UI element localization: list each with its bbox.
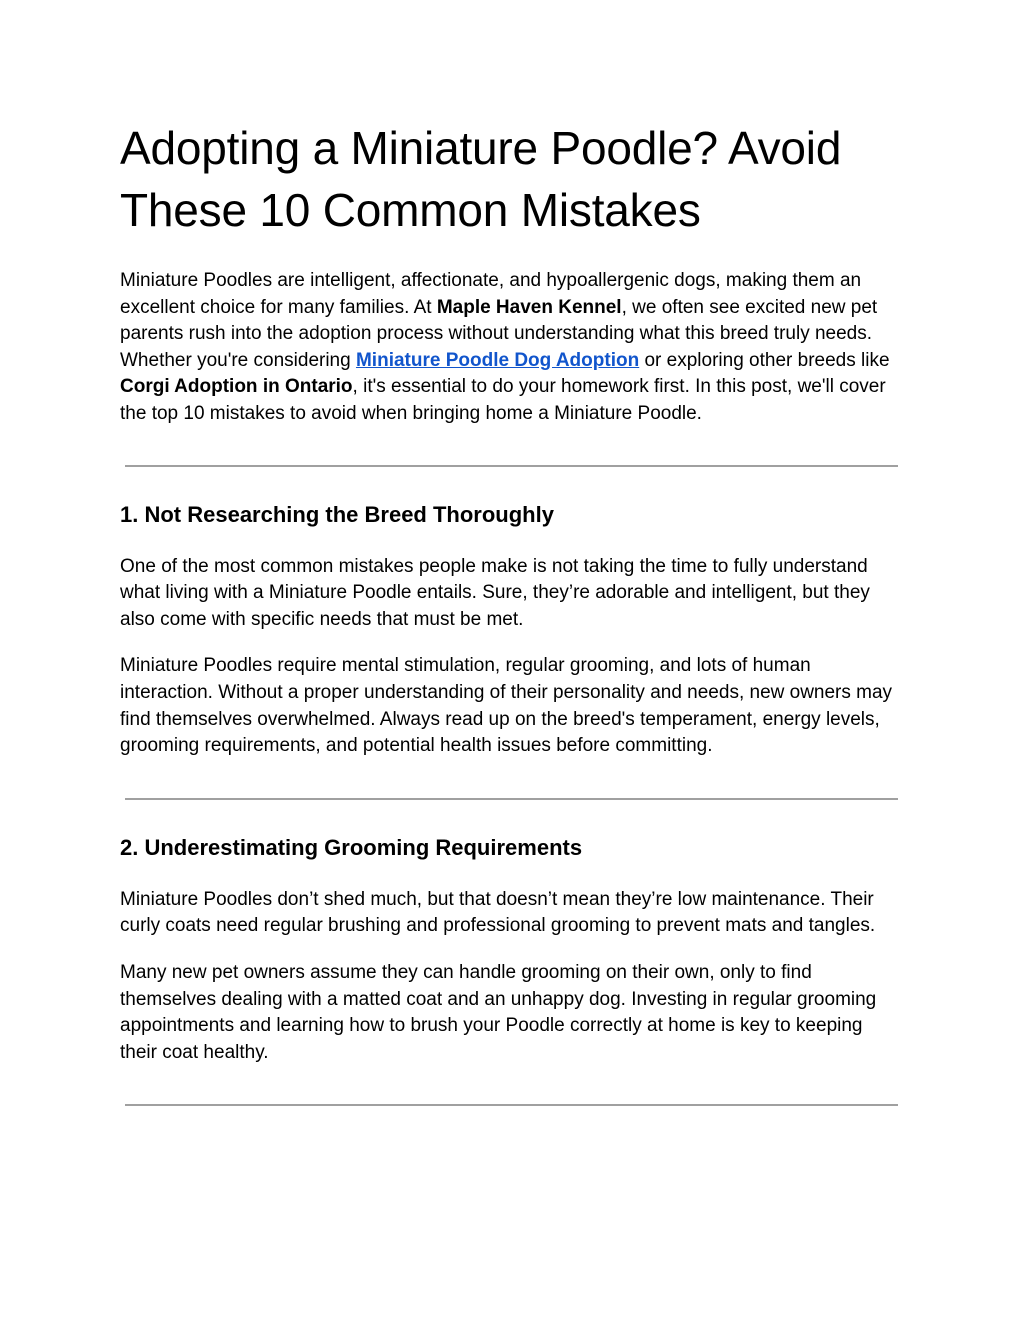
- section-paragraph: Miniature Poodles require mental stimulation, regular grooming, and lots of human interaction. Without a proper understanding of their personality and needs, new owners may find themselves overwhelmed. Always read up on the breed's temperament, energy levels, grooming requirements, and potential health issues before committing.: [120, 655, 893, 757]
- section-paragraph: Many new pet owners assume they can handle grooming on their own, only to find themselves dealing with a matted coat and an unhappy dog. Investing in regular grooming appointments and learning how to brush your Poodle correctly at home is key to keeping their coat healthy.: [120, 961, 877, 1063]
- horizontal-divider: [125, 798, 898, 800]
- miniature-poodle-adoption-link[interactable]: Miniature Poodle Dog Adoption: [355, 349, 640, 371]
- corgi-adoption-text: Corgi Adoption in Ontario: [120, 376, 353, 398]
- intro-text-2: , we often see excited new pet parents rush into the adoption process without understanding what this breed truly needs. Whether you're considering: [120, 296, 878, 371]
- intro-text-1: Miniature Poodles are intelligent, affectionate, and hypoallergenic dogs, making them an excellent choice for many families. At: [120, 270, 862, 318]
- horizontal-divider: [125, 465, 898, 467]
- document-page: [120, 0, 900, 1106]
- intro-text-4: , it's essential to do your homework first. In this post, we'll cover the top 10 mistakes to avoid when bringing home a Miniature Poodle.: [120, 376, 886, 424]
- page-title: Adopting a Miniature Poodle? Avoid These 10 Common Mistakes: [120, 122, 842, 236]
- horizontal-divider: [125, 1104, 898, 1106]
- intro-text-3: or exploring other breeds like: [639, 349, 890, 371]
- section-paragraph: One of the most common mistakes people make is not taking the time to fully understand what living with a Miniature Poodle entails. Sure, they’re adorable and intelligent, but they also come with specific needs that must be met.: [120, 555, 870, 630]
- section-paragraph: Miniature Poodles don’t shed much, but that doesn’t mean they’re low maintenance. Their curly coats need regular brushing and professional grooming to prevent mats and tangles.: [120, 888, 876, 937]
- kennel-name: Maple Haven Kennel: [436, 296, 622, 318]
- intro-paragraph: [120, 268, 900, 428]
- section-heading: 2. Underestimating Grooming Requirements: [120, 834, 583, 860]
- section-heading: 1. Not Researching the Breed Thoroughly: [120, 501, 554, 527]
